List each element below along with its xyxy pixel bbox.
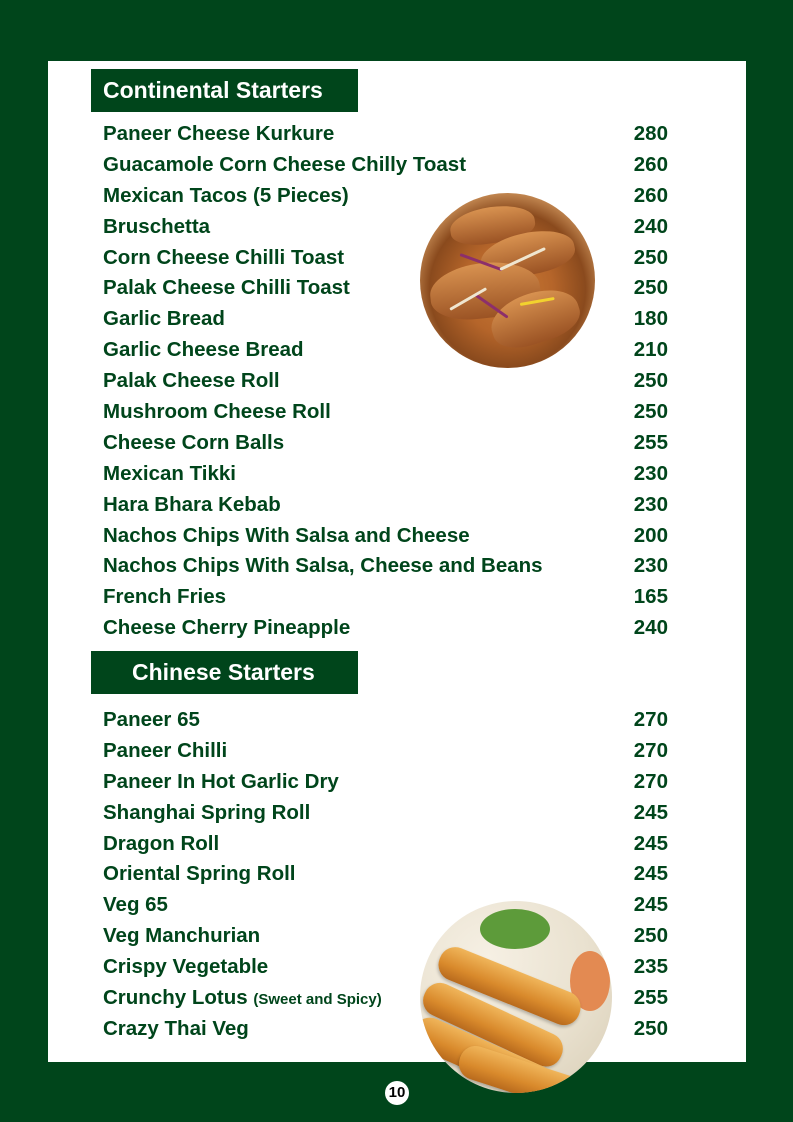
menu-item-price: 165 <box>633 585 668 609</box>
menu-item-name-text: Shanghai Spring Roll <box>103 800 311 824</box>
menu-item-name <box>103 366 280 397</box>
menu-item-name-text: Garlic Bread <box>103 307 225 331</box>
menu-item-name-text: Paneer 65 <box>103 708 200 731</box>
menu-item <box>103 335 668 366</box>
menu-item-name-text: Crispy Vegetable <box>103 955 269 979</box>
menu-item-price: 245 <box>633 800 668 824</box>
menu-item-name-text: Paneer Chilli <box>103 738 228 762</box>
menu-item-name-text: Garlic Cheese Bread <box>103 338 304 362</box>
menu-item-price: 240 <box>633 214 668 238</box>
menu-item <box>103 181 668 212</box>
menu-item-price: 270 <box>633 738 668 762</box>
menu-item-name-text: Cheese Cherry Pineapple <box>103 616 351 640</box>
menu-item-name-text: Mushroom Cheese Roll <box>103 400 331 424</box>
menu-item-name-text: Paneer In Hot Garlic Dry <box>103 769 339 793</box>
menu-item-name-text: Cheese Corn Balls <box>103 430 285 454</box>
menu-item <box>103 582 668 613</box>
continental-starters-list <box>103 119 668 644</box>
menu-item-name <box>103 150 466 181</box>
menu-item-name <box>103 273 350 304</box>
menu-item-name-text: Nachos Chips With Salsa and Cheese <box>103 523 470 547</box>
menu-item-name-text: Nachos Chips With Salsa, Cheese and Beans <box>103 554 543 578</box>
menu-item-name-text: Oriental Spring Roll <box>103 862 296 886</box>
menu-item-name-text: Bruschetta <box>103 214 211 238</box>
menu-item-price: 255 <box>633 986 668 1010</box>
menu-item-name <box>103 490 281 521</box>
menu-item-name <box>103 1014 249 1045</box>
menu-item-name <box>103 890 168 921</box>
menu-item <box>103 459 668 490</box>
menu-item <box>103 829 668 860</box>
menu-item-price: 280 <box>633 122 668 145</box>
menu-item-name-text: Palak Cheese Chilli Toast <box>103 276 350 300</box>
menu-item-name <box>103 736 227 767</box>
menu-item <box>103 397 668 428</box>
menu-item-name <box>103 181 349 212</box>
menu-item <box>103 859 668 890</box>
menu-item-name <box>103 335 304 366</box>
menu-item-price: 180 <box>633 307 668 331</box>
menu-item-name <box>103 551 543 582</box>
menu-item-name <box>103 613 350 644</box>
menu-item-name <box>103 459 236 490</box>
menu-item-price: 230 <box>633 554 668 578</box>
menu-item <box>103 119 668 150</box>
menu-item-name <box>103 521 470 552</box>
menu-item-price: 250 <box>633 924 668 948</box>
menu-item-name-text: Hara Bhara Kebab <box>103 492 281 516</box>
menu-item <box>103 613 668 644</box>
menu-item-price: 245 <box>633 831 668 855</box>
menu-item-name <box>103 983 382 1016</box>
menu-item-name-text: Mexican Tikki <box>103 461 236 485</box>
menu-item-price: 250 <box>633 369 668 393</box>
menu-item-price: 240 <box>633 616 668 640</box>
menu-item <box>103 551 668 582</box>
menu-item-name <box>103 304 225 335</box>
menu-item-price: 255 <box>633 430 668 454</box>
menu-item-name-text: Veg Manchurian <box>103 924 261 948</box>
menu-item-price: 210 <box>633 338 668 362</box>
menu-item-name <box>103 243 344 274</box>
menu-item-name-text: Veg 65 <box>103 893 168 917</box>
menu-item-name <box>103 428 284 459</box>
tacos-photo <box>420 193 595 368</box>
menu-item-price: 250 <box>633 1016 668 1040</box>
menu-item-name <box>103 921 260 952</box>
menu-item-name-text: Guacamole Corn Cheese Chilly Toast <box>103 152 467 176</box>
menu-item-name-text: Crazy Thai Veg <box>103 1016 249 1040</box>
menu-item-price: 270 <box>633 769 668 793</box>
menu-item-name-text: Corn Cheese Chilli Toast <box>103 245 345 269</box>
menu-item-name-text: Palak Cheese Roll <box>103 369 280 393</box>
menu-page <box>48 61 746 1062</box>
menu-item-price: 250 <box>633 400 668 424</box>
menu-item-price: 245 <box>633 893 668 917</box>
menu-item <box>103 366 668 397</box>
menu-item-name <box>103 952 268 983</box>
menu-item-price: 260 <box>633 183 668 207</box>
menu-item <box>103 705 668 736</box>
menu-item-name-text: Mexican Tacos (5 Pieces) <box>103 183 349 207</box>
chinese-starters-heading: Chinese Starters <box>91 651 358 694</box>
menu-item <box>103 736 668 767</box>
menu-item-name <box>103 397 331 428</box>
menu-item-price: 235 <box>633 955 668 979</box>
menu-item-note: (Sweet and Spicy) <box>253 991 382 1009</box>
page-number: 10 <box>385 1081 409 1105</box>
menu-item <box>103 767 668 798</box>
menu-item-price: 270 <box>633 708 668 731</box>
menu-item-price: 245 <box>633 862 668 886</box>
menu-item-name-text: Dragon Roll <box>103 831 220 855</box>
menu-item-name-text: French Fries <box>103 585 227 609</box>
menu-item-price: 230 <box>633 492 668 516</box>
menu-item <box>103 428 668 459</box>
spring-rolls-photo <box>420 901 612 1093</box>
menu-item-name-text: Paneer Cheese Kurkure <box>103 122 335 145</box>
menu-item <box>103 521 668 552</box>
menu-item-price: 200 <box>633 523 668 547</box>
menu-item-name <box>103 798 310 829</box>
menu-item-name <box>103 582 226 613</box>
menu-item-price: 230 <box>633 461 668 485</box>
menu-item <box>103 890 668 921</box>
menu-item-price: 250 <box>633 276 668 300</box>
menu-item-price: 260 <box>633 152 668 176</box>
menu-item <box>103 490 668 521</box>
menu-item-name <box>103 212 210 243</box>
menu-item-name <box>103 705 200 736</box>
menu-item <box>103 150 668 181</box>
menu-item-name <box>103 829 219 860</box>
continental-starters-heading: Continental Starters <box>91 69 358 112</box>
menu-item-price: 250 <box>633 245 668 269</box>
menu-item <box>103 798 668 829</box>
menu-item-name <box>103 119 334 150</box>
menu-item-name <box>103 767 339 798</box>
menu-item-name-text: Crunchy Lotus <box>103 986 248 1010</box>
menu-item-name <box>103 859 296 890</box>
